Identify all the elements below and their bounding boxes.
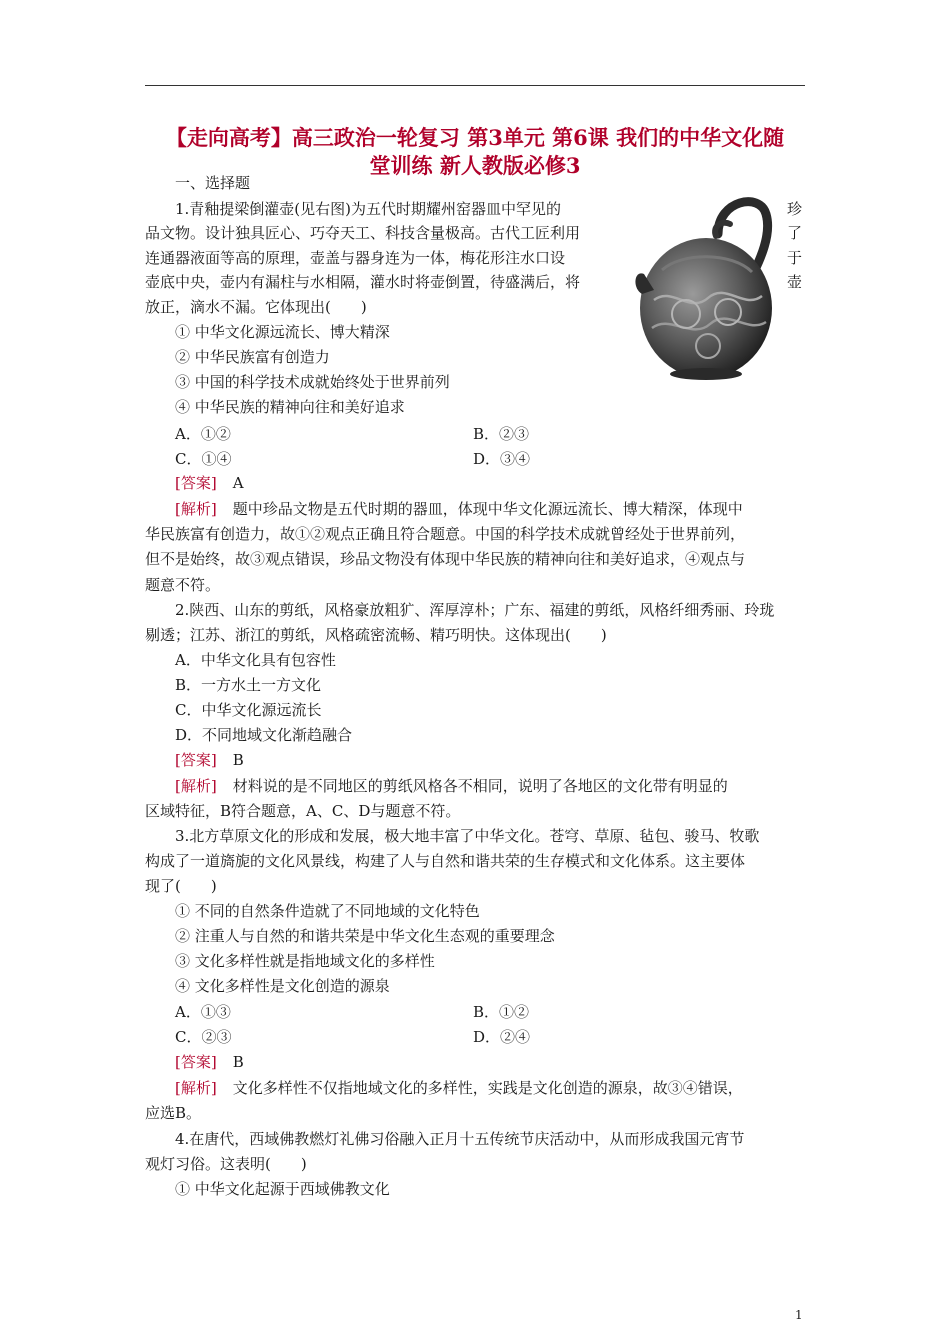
- q3-choice-a: A．①③: [175, 1003, 231, 1021]
- q1-choices-ab: [0, 422, 950, 446]
- q1-analysis-line-2: 华民族富有创造力，故①②观点正确且符合题意。中国的科学技术成就曾经处于世界前列，: [145, 525, 746, 543]
- title-line-2: 堂训练 新人教版必修3: [369, 153, 581, 178]
- q3-analysis-line-2: 应选B。: [145, 1104, 202, 1122]
- q3-option-3: ③ 文化多样性就是指地域文化的多样性: [175, 952, 435, 970]
- q3-analysis-line-1: [175, 1076, 743, 1100]
- q1-option-3: ③ 中国的科学技术成就始终处于世界前列: [175, 373, 450, 391]
- q1-line-4: 壶底中央，壶内有漏柱与水相隔，灌水时将壶倒置，待盛满后，将: [145, 273, 581, 291]
- q4-line-2: 观灯习俗。这表明( ): [145, 1155, 307, 1173]
- q2-answer: [175, 748, 244, 772]
- q3-option-2: ② 注重人与自然的和谐共荣是中华文化生态观的重要理念: [175, 927, 555, 945]
- q2-choice-d: D．不同地域文化渐趋融合: [175, 726, 353, 744]
- q1-side-char-3: 于: [787, 249, 803, 267]
- q1-analysis-line-3: 但不是始终，故③观点错误，珍品文物没有体现中华民族的精神向往和美好追求，④观点与: [145, 550, 746, 568]
- q1-option-1: ① 中华文化源远流长、博大精深: [175, 323, 390, 341]
- teapot-image: [632, 190, 780, 386]
- q4-option-1: ① 中华文化起源于西域佛教文化: [175, 1180, 390, 1198]
- q3-choice-b: B．①②: [473, 1003, 530, 1021]
- q1-choice-a: A．①②: [175, 425, 231, 443]
- answer-label: [答案]: [175, 1053, 217, 1071]
- q3-option-1: ① 不同的自然条件造就了不同地域的文化特色: [175, 902, 480, 920]
- q1-line-2: 品文物。设计独具匠心、巧夺天工、科技含量极高。古代工匠利用: [145, 224, 581, 242]
- q3-choices-ab: [0, 1000, 950, 1024]
- q2-analysis-line-2: 区域特征，B符合题意，A、C、D与题意不符。: [145, 802, 461, 820]
- analysis-text: 材料说的是不同地区的剪纸风格各不相同，说明了各地区的文化带有明显的: [232, 777, 728, 795]
- answer-label: [答案]: [175, 474, 217, 492]
- answer-value: B: [232, 751, 244, 769]
- q1-option-2: ② 中华民族富有创造力: [175, 348, 330, 366]
- analysis-label: [解析]: [175, 1079, 217, 1097]
- q1-option-4: ④ 中华民族的精神向往和美好追求: [175, 398, 405, 416]
- q4-line-1: 4.在唐代，西域佛教燃灯礼佛习俗融入正月十五传统节庆活动中，从而形成我国元宵节: [175, 1130, 745, 1148]
- section-heading: 一、选择题: [175, 174, 251, 192]
- q2-choice-b: B．一方水土一方文化: [175, 676, 322, 694]
- page-number: 1: [795, 1308, 803, 1322]
- q1-answer: [175, 471, 244, 495]
- q3-choice-c: C．②③: [175, 1028, 232, 1046]
- q1-choice-d: D．③④: [473, 450, 531, 468]
- q1-line-5: 放正，滴水不漏。它体现出( ): [145, 298, 367, 316]
- q3-answer: [175, 1050, 244, 1074]
- title-line-1: 【走向高考】高三政治一轮复习 第3单元 第6课 我们的中华文化随: [165, 125, 785, 150]
- q1-choice-c: C．①④: [175, 450, 232, 468]
- q2-line-1: 2.陕西、山东的剪纸，风格豪放粗犷、浑厚淳朴；广东、福建的剪纸，风格纤细秀丽、玲珑: [175, 601, 775, 619]
- answer-value: A: [232, 474, 244, 492]
- q3-line-2: 构成了一道旖旎的文化风景线，构建了人与自然和谐共荣的生存模式和文化体系。这主要体: [145, 852, 746, 870]
- q2-choice-c: C．中华文化源远流长: [175, 701, 322, 719]
- q1-side-char-2: 了: [787, 224, 803, 242]
- q1-choices-cd: [0, 447, 950, 471]
- q1-side-char-4: 壶: [787, 273, 803, 291]
- q1-analysis-line-4: 题意不符。: [145, 576, 221, 594]
- q2-line-2: 剔透；江苏、浙江的剪纸，风格疏密流畅、精巧明快。这体现出( ): [145, 626, 607, 644]
- q1-line-1: 1.青釉提梁倒灌壶(见右图)为五代时期耀州窑器皿中罕见的: [175, 200, 562, 218]
- analysis-text: 文化多样性不仅指地域文化的多样性，实践是文化创造的源泉，故③④错误，: [232, 1079, 743, 1097]
- header-rule: [145, 85, 805, 86]
- q1-side-char-1: 珍: [787, 200, 803, 218]
- q3-line-3: 现了( ): [145, 877, 217, 895]
- q1-analysis-line-1: [175, 497, 743, 521]
- q1-line-3: 连通器液面等高的原理，壶盖与器身连为一体，梅花形注水口设: [145, 249, 566, 267]
- q3-line-1: 3.北方草原文化的形成和发展，极大地丰富了中华文化。苍穹、草原、毡包、骏马、牧歌: [175, 827, 760, 845]
- answer-value: B: [232, 1053, 244, 1071]
- answer-label: [答案]: [175, 751, 217, 769]
- analysis-label: [解析]: [175, 777, 217, 795]
- q3-option-4: ④ 文化多样性是文化创造的源泉: [175, 977, 390, 995]
- q1-choice-b: B．②③: [473, 425, 530, 443]
- analysis-text: 题中珍品文物是五代时期的器皿，体现中华文化源远流长、博大精深，体现中: [232, 500, 743, 518]
- analysis-label: [解析]: [175, 500, 217, 518]
- q2-choice-a: A．中华文化具有包容性: [175, 651, 336, 669]
- q3-choices-cd: [0, 1025, 950, 1049]
- q3-choice-d: D．②④: [473, 1028, 531, 1046]
- q2-analysis-line-1: [175, 774, 728, 798]
